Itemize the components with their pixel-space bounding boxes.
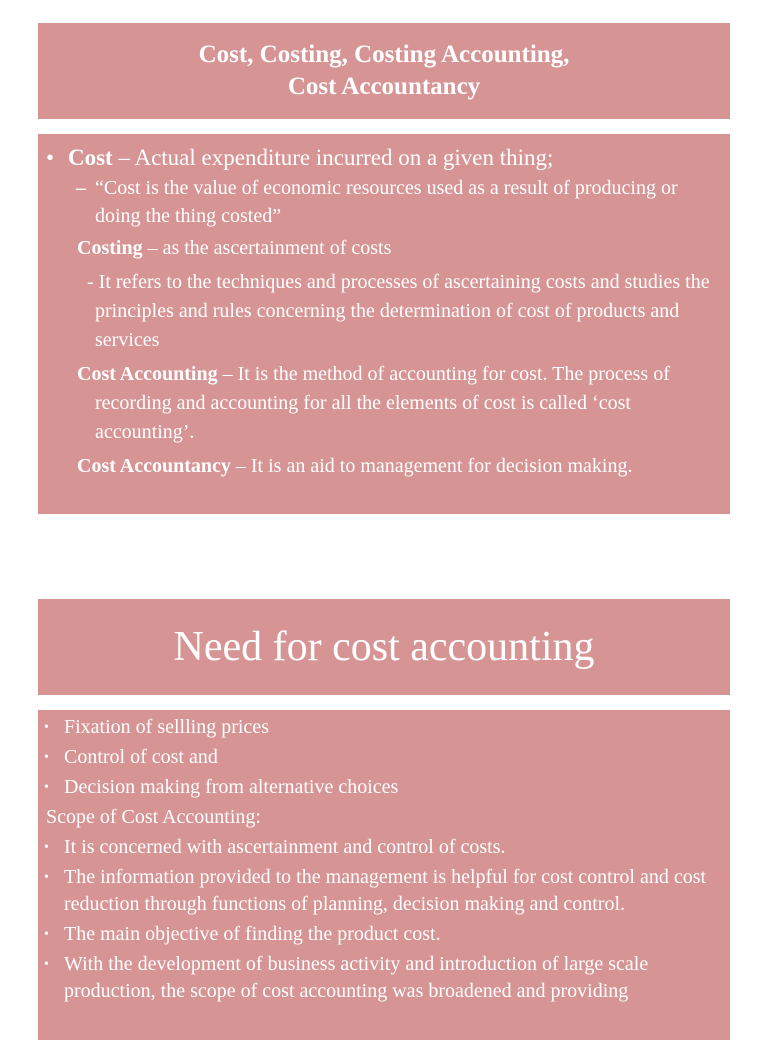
slide2-title-box xyxy=(38,599,730,695)
need-item xyxy=(44,774,718,801)
scope-heading: Scope of Cost Accounting: xyxy=(46,806,261,828)
bullet-icon: • xyxy=(44,750,49,765)
bullet-icon: • xyxy=(44,927,49,942)
slide1-title-line1: Cost, Costing, Costing Accounting, xyxy=(198,41,570,68)
cost-quote: “Cost is the value of economic resources used as a result of producing or doing the thing costed” xyxy=(95,177,678,227)
scope-item-text: The information provided to the management is helpful for cost control and cost reduction through functions of planning, decision making and control. xyxy=(64,866,707,915)
need-item-text: Control of cost and xyxy=(64,746,218,768)
bullet-icon: • xyxy=(44,720,49,735)
costing-term: Costing xyxy=(77,237,143,259)
scope-item xyxy=(44,864,718,918)
costing-definition: – as the ascertainment of costs xyxy=(142,237,392,259)
scope-item-text: It is concerned with ascertainment and control of costs. xyxy=(64,836,506,858)
need-item xyxy=(44,714,718,741)
costing-subitem: - It refers to the techniques and processes of ascertaining costs and studies the principles and rules concerning the determination of cost of products and services xyxy=(87,271,710,351)
costing-item xyxy=(46,234,718,263)
slide1-body-box xyxy=(38,134,730,514)
need-item xyxy=(44,744,718,771)
bullet-icon: • xyxy=(44,870,49,885)
cost-accounting-definition: – It is the method of accounting for cost. The process of recording and accounting for all the elements of cost is called ‘cost accounting’. xyxy=(95,363,670,443)
cost-quote-item xyxy=(46,174,718,230)
need-item-text: Decision making from alternative choices xyxy=(64,776,399,798)
cost-accountancy-definition: – It is an aid to management for decision making. xyxy=(230,455,633,477)
scope-item xyxy=(44,951,718,1005)
slide1-title-box xyxy=(38,23,730,119)
slide1-title-line2: Cost Accountancy xyxy=(287,73,481,100)
scope-item xyxy=(44,921,718,948)
scope-item-text: With the development of business activity and introduction of large scale production, the scope of cost accounting was broadened and providing xyxy=(64,953,649,1002)
cost-accounting-term: Cost Accounting xyxy=(77,363,218,385)
scope-item xyxy=(44,834,718,861)
cost-definition: – Actual expenditure incurred on a given thing; xyxy=(112,145,554,170)
cost-accountancy-term: Cost Accountancy xyxy=(77,455,231,477)
cost-bullet xyxy=(46,144,718,172)
cost-accounting-item xyxy=(46,360,718,447)
bullet-icon: • xyxy=(46,145,55,170)
bullet-icon: • xyxy=(44,957,49,972)
bullet-icon: • xyxy=(44,780,49,795)
need-item-text: Fixation of sellling prices xyxy=(64,716,269,738)
dash-icon: – xyxy=(76,177,86,199)
scope-item-text: The main objective of finding the product cost. xyxy=(64,923,441,945)
cost-accountancy-item xyxy=(46,452,718,481)
cost-term: Cost xyxy=(68,145,113,170)
slide2-title: Need for cost accounting xyxy=(173,624,595,670)
slide2-body-box xyxy=(38,710,730,1040)
bullet-icon: • xyxy=(44,840,49,855)
